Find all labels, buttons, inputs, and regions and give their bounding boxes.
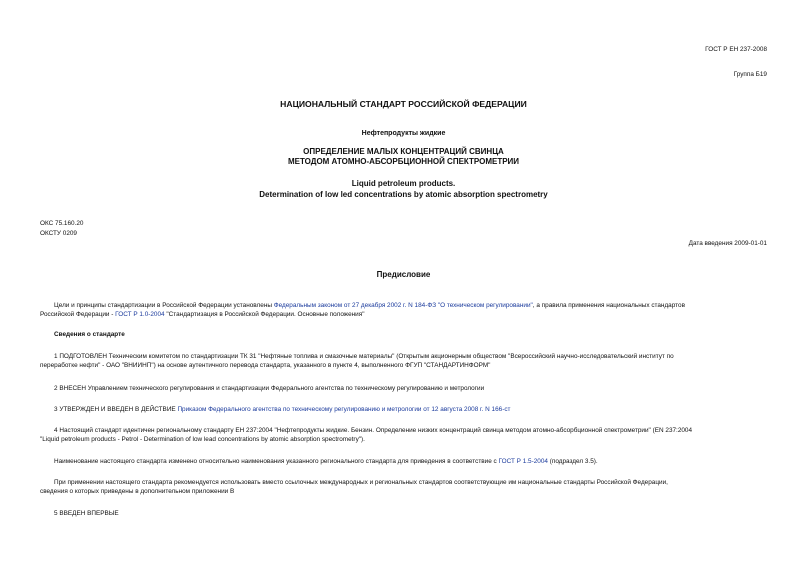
law-184-fz-link[interactable]: Федеральным законом от 27 декабря 2002 г. N 184-ФЗ "О техническом регулировании": [273, 302, 533, 309]
order-166-st-link[interactable]: Приказом Федерального агентства по техническому регулированию и метрологии от 12 августа 2008 г. N 166-ст: [177, 406, 511, 413]
paragraph-line: 4 Настоящий стандарт идентичен региональному стандарту ЕН 237:2004 "Нефтепродукты жидкие. Бензин. Определение низких концентраций свинца методом атомно-абсорбционной спектрометрии" (EN 237:2004: [54, 427, 693, 434]
title-en-line1: Liquid petroleum products.: [351, 179, 456, 188]
paragraph-line: Наименование настоящего стандарта изменено относительно наименования указанного регионального стандарта для приведения в соответствие с ГОСТ Р 1.5-2004 (подраздел 3.5).: [54, 458, 598, 465]
application-paragraph: [40, 478, 768, 496]
intro-date: Дата введения 2009-01-01: [688, 240, 767, 247]
title-en-line2: Determination of low led concentrations by atomic absorption spectrometry: [259, 190, 548, 199]
okstu-code: ОКСТУ 0209: [40, 230, 77, 237]
paragraph-line: 3 УТВЕРЖДЕН И ВВЕДЕН В ДЕЙСТВИЕ Приказом Федерального агентства по техническому регулированию и метрологии от 12 августа 2008 г. N 166-ст: [54, 406, 511, 413]
item-introduced: [40, 384, 768, 393]
item-prepared: [40, 352, 768, 370]
paragraph-line: Цели и принципы стандартизации в Российской Федерации установлены Федеральным законом от 27 декабря 2002 г. N 184-ФЗ "О техническом регулировании", а правила применения национальных стандартов: [54, 302, 685, 309]
paragraph-line: "Liquid petroleum products - Petrol - Determination of low lead concentrations by atomic absorption spectrometry").: [40, 436, 365, 443]
paragraph-line: переработке нефти" - ОАО "ВНИИНП") на основе аутентичного перевода стандарта, указанного в пункте 4, выполненного ФГУП "СТАНДАРТИНФОРМ": [40, 362, 491, 369]
oks-code: ОКС 75.160.20: [40, 220, 84, 227]
paragraph-line: 1 ПОДГОТОВЛЕН Техническим комитетом по стандартизации ТК 31 "Нефтяные топлива и смазочные материалы" (Открытым акционерным обществом "Всероссийский научно-исследовательский институт по: [54, 353, 674, 360]
paragraph-line: 5 ВВЕДЕН ВПЕРВЫЕ: [54, 510, 119, 517]
foreword-paragraph-1: [40, 301, 768, 319]
item-first-time: [40, 509, 768, 518]
document-title: НАЦИОНАЛЬНЫЙ СТАНДАРТ РОССИЙСКОЙ ФЕДЕРАЦИИ: [280, 99, 527, 109]
subject-line: Нефтепродукты жидкие: [361, 130, 446, 137]
item-approved: [40, 405, 768, 414]
title-ru-line1: ОПРЕДЕЛЕНИЕ МАЛЫХ КОНЦЕНТРАЦИЙ СВИНЦА: [303, 147, 504, 156]
paragraph-line: Российской Федерации - ГОСТ Р 1.0-2004 "Стандартизация в Российской Федерации. Основные положения": [40, 311, 365, 318]
gost-r-1-0-2004-link[interactable]: ГОСТ Р 1.0-2004: [115, 311, 165, 318]
standard-info-heading: Сведения о стандарте: [54, 331, 125, 338]
item-identical: [40, 426, 768, 444]
paragraph-line: сведения о которых приведены в дополнительном приложении В: [40, 488, 235, 495]
gost-r-1-5-2004-link[interactable]: ГОСТ Р 1.5-2004: [498, 458, 548, 465]
title-ru-line2: МЕТОДОМ АТОМНО-АБСОРБЦИОННОЙ СПЕКТРОМЕТРИИ: [287, 157, 520, 166]
paragraph-line: 2 ВНЕСЕН Управлением технического регулирования и стандартизации Федерального агентства по техническому регулированию и метрологии: [54, 385, 485, 392]
foreword-heading: Предисловие: [376, 270, 431, 279]
standard-code: ГОСТ Р ЕН 237-2008: [705, 46, 767, 53]
name-change-paragraph: [40, 457, 768, 466]
group-code: Группа Б19: [733, 71, 767, 78]
paragraph-line: При применении настоящего стандарта рекомендуется использовать вместо ссылочных международных и региональных стандартов соответствующие им национальные стандарты Российской Федерации,: [54, 479, 668, 486]
